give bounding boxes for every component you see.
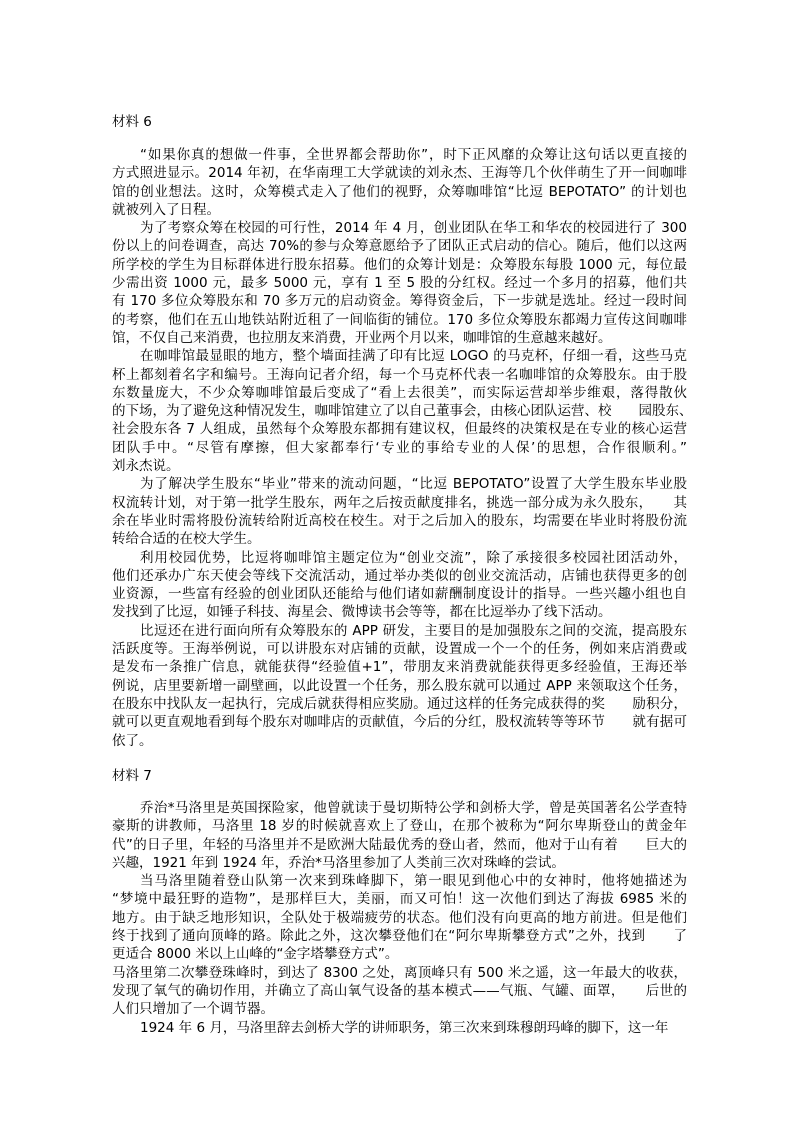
text-line: 他们还承办广东天使会等线下交流活动，通过举办类似的创业交流活动，店铺也获得更多的创 bbox=[112, 567, 687, 584]
text-line: 代”的日子里，年轻的马洛里并不是欧洲大陆最优秀的登山者，然而，他对于山有着 巨大的 bbox=[112, 836, 687, 853]
text-line: 社会股东各 7 人组成，虽然每个众筹股东都拥有建议权，但最终的决策权是在专业的核心运营 bbox=[112, 421, 687, 438]
text-line: 发现了氧气的确切作用，并确立了高山氧气设备的基本模式——气瓶、气罐、面罩， 后世的 bbox=[112, 982, 687, 999]
text-line: 份以上的问卷调查，高达 70%的参与众筹意愿给予了团队正式启动的信心。随后，他们以这两 bbox=[112, 238, 687, 255]
text-line: “如果你真的想做一件事，全世界都会帮助你”，时下正风靡的众筹让这句话以更直接的 bbox=[140, 147, 687, 163]
text-line: 地方。由于缺乏地形知识，全队处于极端疲劳的状态。他们没有向更高的地方前进。但是他们 bbox=[112, 909, 687, 926]
paragraph bbox=[112, 1019, 687, 1037]
text-line: 刘永杰说。 bbox=[112, 458, 180, 475]
text-line: 方式照进显示。2014 年初，在华南理工大学就读的刘永杰、王海等几个伙伴萌生了开一间咖啡 bbox=[112, 165, 687, 182]
section-material-6 bbox=[112, 146, 693, 750]
text-line: 馆，不仅自己来消费，也拉朋友来消费，开业两个月以来，咖啡馆的生意越来越好。 bbox=[112, 329, 612, 346]
text-line: 马洛里第二次攀登珠峰时，到达了 8300 之处，离顶峰只有 500 米之遥，这一年最大的收获， bbox=[112, 964, 687, 981]
paragraph bbox=[112, 799, 687, 872]
paragraph bbox=[112, 347, 693, 475]
text-line: 是发布一条推广信息，就能获得“经验值+1”，带朋友来消费就能获得更多经验值，王海还举 bbox=[112, 659, 687, 676]
text-line: 比逗还在进行面向所有众筹股东的 APP 研发，主要目的是加强股东之间的交流，提高股东 bbox=[140, 622, 687, 639]
text-line: 在咖啡馆最显眼的地方，整个墙面挂满了印有比逗 LOGO 的马克杯，仔细一看，这些马克 bbox=[140, 348, 687, 365]
text-line: 为了解决学生股东“毕业”带来的流动问题，“比逗 BEPOTATO”设置了大学生股东毕业股 bbox=[140, 476, 687, 493]
section-heading-material-6: 材料 6 bbox=[112, 114, 152, 130]
text-line: 权流转计划，对于第一批学生股东，两年之后按贡献度排名，挑选一部分成为永久股东， 其 bbox=[112, 494, 687, 511]
text-line: 为了考察众筹在校园的可行性，2014 年 4 月，创业团队在华工和华农的校园进行了 300 bbox=[140, 220, 687, 237]
paragraph bbox=[112, 146, 687, 219]
text-line: 转给合适的在校大学生。 bbox=[112, 531, 261, 548]
text-line: 就被列入了日程。 bbox=[112, 201, 220, 218]
text-line: 余在毕业时需将股份流转给附近高校在校生。对于之后加入的股东，均需要在毕业时将股份流 bbox=[112, 512, 687, 529]
text-line: “梦境中最狂野的造物”，是那样巨大，美丽，而又可怕！这一次他们到达了海拔 6985 米的 bbox=[112, 891, 687, 908]
paragraph bbox=[112, 622, 687, 750]
text-line: 的下场，为了避免这种情况发生，咖啡馆建立了以自己董事会，由核心团队运营、校 园股东、 bbox=[112, 403, 693, 420]
paragraph bbox=[112, 219, 687, 347]
text-line: 活跃度等。王海举例说，可以讲股东对店铺的贡献，设置成一个一个的任务，例如来店消费或 bbox=[112, 641, 687, 658]
paragraph bbox=[112, 872, 687, 963]
text-line: 所学校的学生为目标群体进行股东招募。他们的众筹计划是：众筹股东每股 1000 元，每位最 bbox=[112, 256, 687, 273]
text-line: 依了。 bbox=[112, 732, 153, 749]
text-line: 的考察，他们在五山地铁站附近租了一间临街的铺位。170 多位众筹股东都竭力宣传这间咖啡 bbox=[112, 311, 687, 328]
text-line: 豪斯的讲教师，马洛里 18 岁的时候就喜欢上了登山，在那个被称为“阿尔卑斯登山的黄金年 bbox=[112, 818, 687, 835]
text-line: 馆的创业想法。这时，众筹模式走入了他们的视野，众筹咖啡馆“比逗 BEPOTATO” 的计划也 bbox=[112, 183, 687, 200]
paragraph bbox=[112, 549, 687, 622]
paragraph bbox=[112, 964, 687, 1019]
text-line: 东数量庞大，不少众筹咖啡馆最后变成了“看上去很美”，而实际运营却举步维艰，落得散伙 bbox=[112, 384, 687, 401]
section-heading-material-7: 材料 7 bbox=[112, 768, 152, 784]
text-line: 终于找到了通向顶峰的路。除此之外，这次攀登他们在“阿尔卑斯攀登方式”之外，找到 了 bbox=[112, 928, 687, 945]
text-line: 杯上都刻着名字和编号。王海向记者介绍，每一个马克杯代表一名咖啡馆的众筹股东。由于股 bbox=[112, 366, 687, 383]
text-line: 少需出资 1000 元，最多 5000 元，享有 1 至 5 股的分红权。经过一个多月的招募，他们共 bbox=[112, 275, 687, 292]
text-line: 1924 年 6 月，马洛里辞去剑桥大学的讲师职务，第三次来到珠穆朗玛峰的脚下，这一年 bbox=[140, 1019, 669, 1036]
text-line: 团队手中。“尽管有摩擦，但大家都奉行‘专业的事给专业的人保’的思想，合作很顺利。” bbox=[112, 439, 687, 456]
text-line: 兴趣，1921 年到 1924 年，乔治*马洛里参加了人类前三次对珠峰的尝试。 bbox=[112, 854, 565, 871]
text-line: 在股东中找队友一起执行，完成后就获得相应奖励。通过这样的任务完成获得的奖 励积分， bbox=[112, 695, 687, 712]
section-material-7 bbox=[112, 799, 687, 1037]
text-line: 更适合 8000 米以上山峰的“金字塔攀登方式”。 bbox=[112, 946, 399, 963]
text-line: 就可以更直观地看到每个股东对咖啡店的贡献值，今后的分红，股权流转等等环节 就有据可 bbox=[112, 714, 687, 731]
text-line: 业资源，一些富有经验的创业团队还能给与他们诸如薪酬制度设计的指导。一些兴趣小组也自 bbox=[112, 586, 687, 603]
text-line: 发找到了比逗，如锤子科技、海星会、微博读书会等等，都在比逗举办了线下活动。 bbox=[112, 604, 612, 621]
paragraph bbox=[112, 475, 687, 548]
text-line: 乔治*马洛里是英国探险家，他曾就读于曼切斯特公学和剑桥大学，曾是英国著名公学查特 bbox=[140, 800, 687, 816]
text-line: 人们只增加了一个调节器。 bbox=[112, 1001, 274, 1018]
text-line: 利用校园优势，比逗将咖啡馆主题定位为“创业交流”，除了承接很多校园社团活动外， bbox=[140, 549, 687, 566]
text-line: 有 170 多位众筹股东和 70 多万元的启动资金。筹得资金后，下一步就是选址。经过一段时间 bbox=[112, 293, 687, 310]
text-line: 当马洛里随着登山队第一次来到珠峰脚下，第一眼见到他心中的女神时，他将她描述为 bbox=[140, 873, 687, 890]
text-line: 例说，店里要新增一副壁画，以此设置一个任务，那么股东就可以通过 APP 来领取这个任务， bbox=[112, 677, 687, 694]
